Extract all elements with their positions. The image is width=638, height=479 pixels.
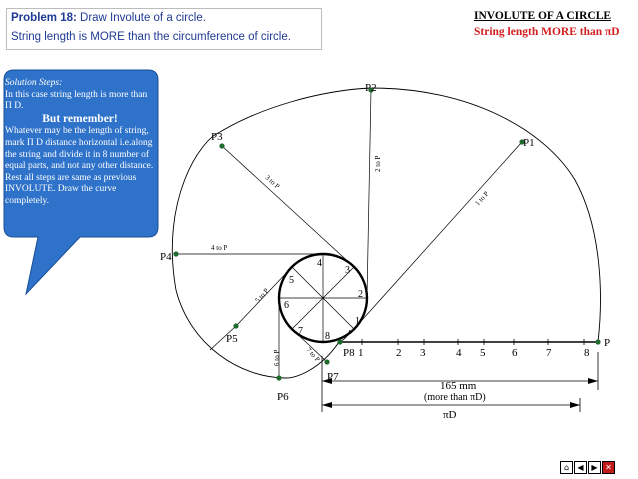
circle-num-6: 6 bbox=[284, 300, 289, 311]
tangent-label-7: 7 to P bbox=[304, 345, 322, 364]
circle-num-5: 5 bbox=[289, 275, 294, 286]
circle-num-1: 1 bbox=[355, 316, 360, 327]
involute-point bbox=[173, 251, 178, 256]
page-subtitle: String length MORE than πD bbox=[474, 26, 620, 38]
circle-num-8: 8 bbox=[325, 331, 330, 342]
label-p6: P6 bbox=[277, 391, 289, 403]
problem-number: Problem 18 bbox=[11, 12, 73, 24]
line-num-5: 5 bbox=[480, 347, 486, 359]
tangent-label-1: 1 to P bbox=[473, 189, 491, 208]
circle-num-3: 3 bbox=[345, 265, 350, 276]
tangent-label-5: 5 to P bbox=[253, 286, 271, 305]
back-icon[interactable]: ◀ bbox=[574, 461, 587, 474]
problem-line1: Problem 18: Draw Involute of a circle. bbox=[11, 12, 206, 24]
label-p: P bbox=[604, 337, 611, 349]
forward-icon[interactable]: ▶ bbox=[588, 461, 601, 474]
label-p5: P5 bbox=[226, 333, 238, 345]
line-num-4: 4 bbox=[456, 347, 462, 359]
label-p7: P7 bbox=[327, 371, 339, 383]
home-icon[interactable]: ⌂ bbox=[560, 461, 573, 474]
label-p2: P2 bbox=[365, 82, 377, 94]
involute-point bbox=[595, 339, 600, 344]
line-num-3: 3 bbox=[420, 347, 426, 359]
line-num-8: 8 bbox=[584, 347, 590, 359]
circle-num-2: 2 bbox=[358, 289, 363, 300]
steps-remember: But remember! bbox=[42, 112, 118, 125]
involute-point bbox=[233, 323, 238, 328]
line-num-1: 1 bbox=[358, 347, 364, 359]
involute-point bbox=[337, 339, 342, 344]
line-num-7: 7 bbox=[546, 347, 552, 359]
problem-line2: String length is MORE than the circumference of circle. bbox=[11, 31, 291, 43]
line-num-2: 2 bbox=[396, 347, 402, 359]
nav-bar bbox=[560, 461, 615, 474]
steps-body: Whatever may be the length of string, mark Π D distance horizontal i.e.along the string and divide it in 8 number of equal parts, and not any other distance. Rest all steps are same as previous INVOLUTE. Draw the curve completely. bbox=[5, 126, 154, 206]
dim-165-note: (more than πD) bbox=[424, 392, 486, 403]
steps-intro: In this case string length is more than Π D. bbox=[5, 89, 148, 112]
involute-point bbox=[219, 143, 224, 148]
page-title: INVOLUTE OF A CIRCLE bbox=[474, 10, 612, 22]
circle-num-4: 4 bbox=[317, 258, 322, 269]
tangent-label-2: 2 to P bbox=[374, 155, 382, 172]
exit-icon[interactable]: ✕ bbox=[602, 461, 615, 474]
circle-num-7: 7 bbox=[298, 326, 303, 337]
involute-point bbox=[324, 359, 329, 364]
problem-statement: Draw Involute of a circle. bbox=[80, 12, 206, 24]
label-p3: P3 bbox=[211, 131, 223, 143]
label-p8: P8 bbox=[343, 347, 355, 359]
label-p1: P1 bbox=[523, 137, 535, 149]
steps-heading: Solution Steps: bbox=[5, 78, 63, 88]
dim-pid-label: πD bbox=[443, 409, 457, 421]
label-p4: P4 bbox=[160, 251, 172, 263]
tangent-label-6: 6 to P bbox=[273, 349, 281, 366]
dim-165-label: 165 mm bbox=[440, 380, 477, 392]
involute-point bbox=[276, 375, 281, 380]
tangent-label-4: 4 to P bbox=[211, 244, 228, 252]
tangent-label-3: 3 to P bbox=[263, 173, 282, 191]
line-num-6: 6 bbox=[512, 347, 518, 359]
